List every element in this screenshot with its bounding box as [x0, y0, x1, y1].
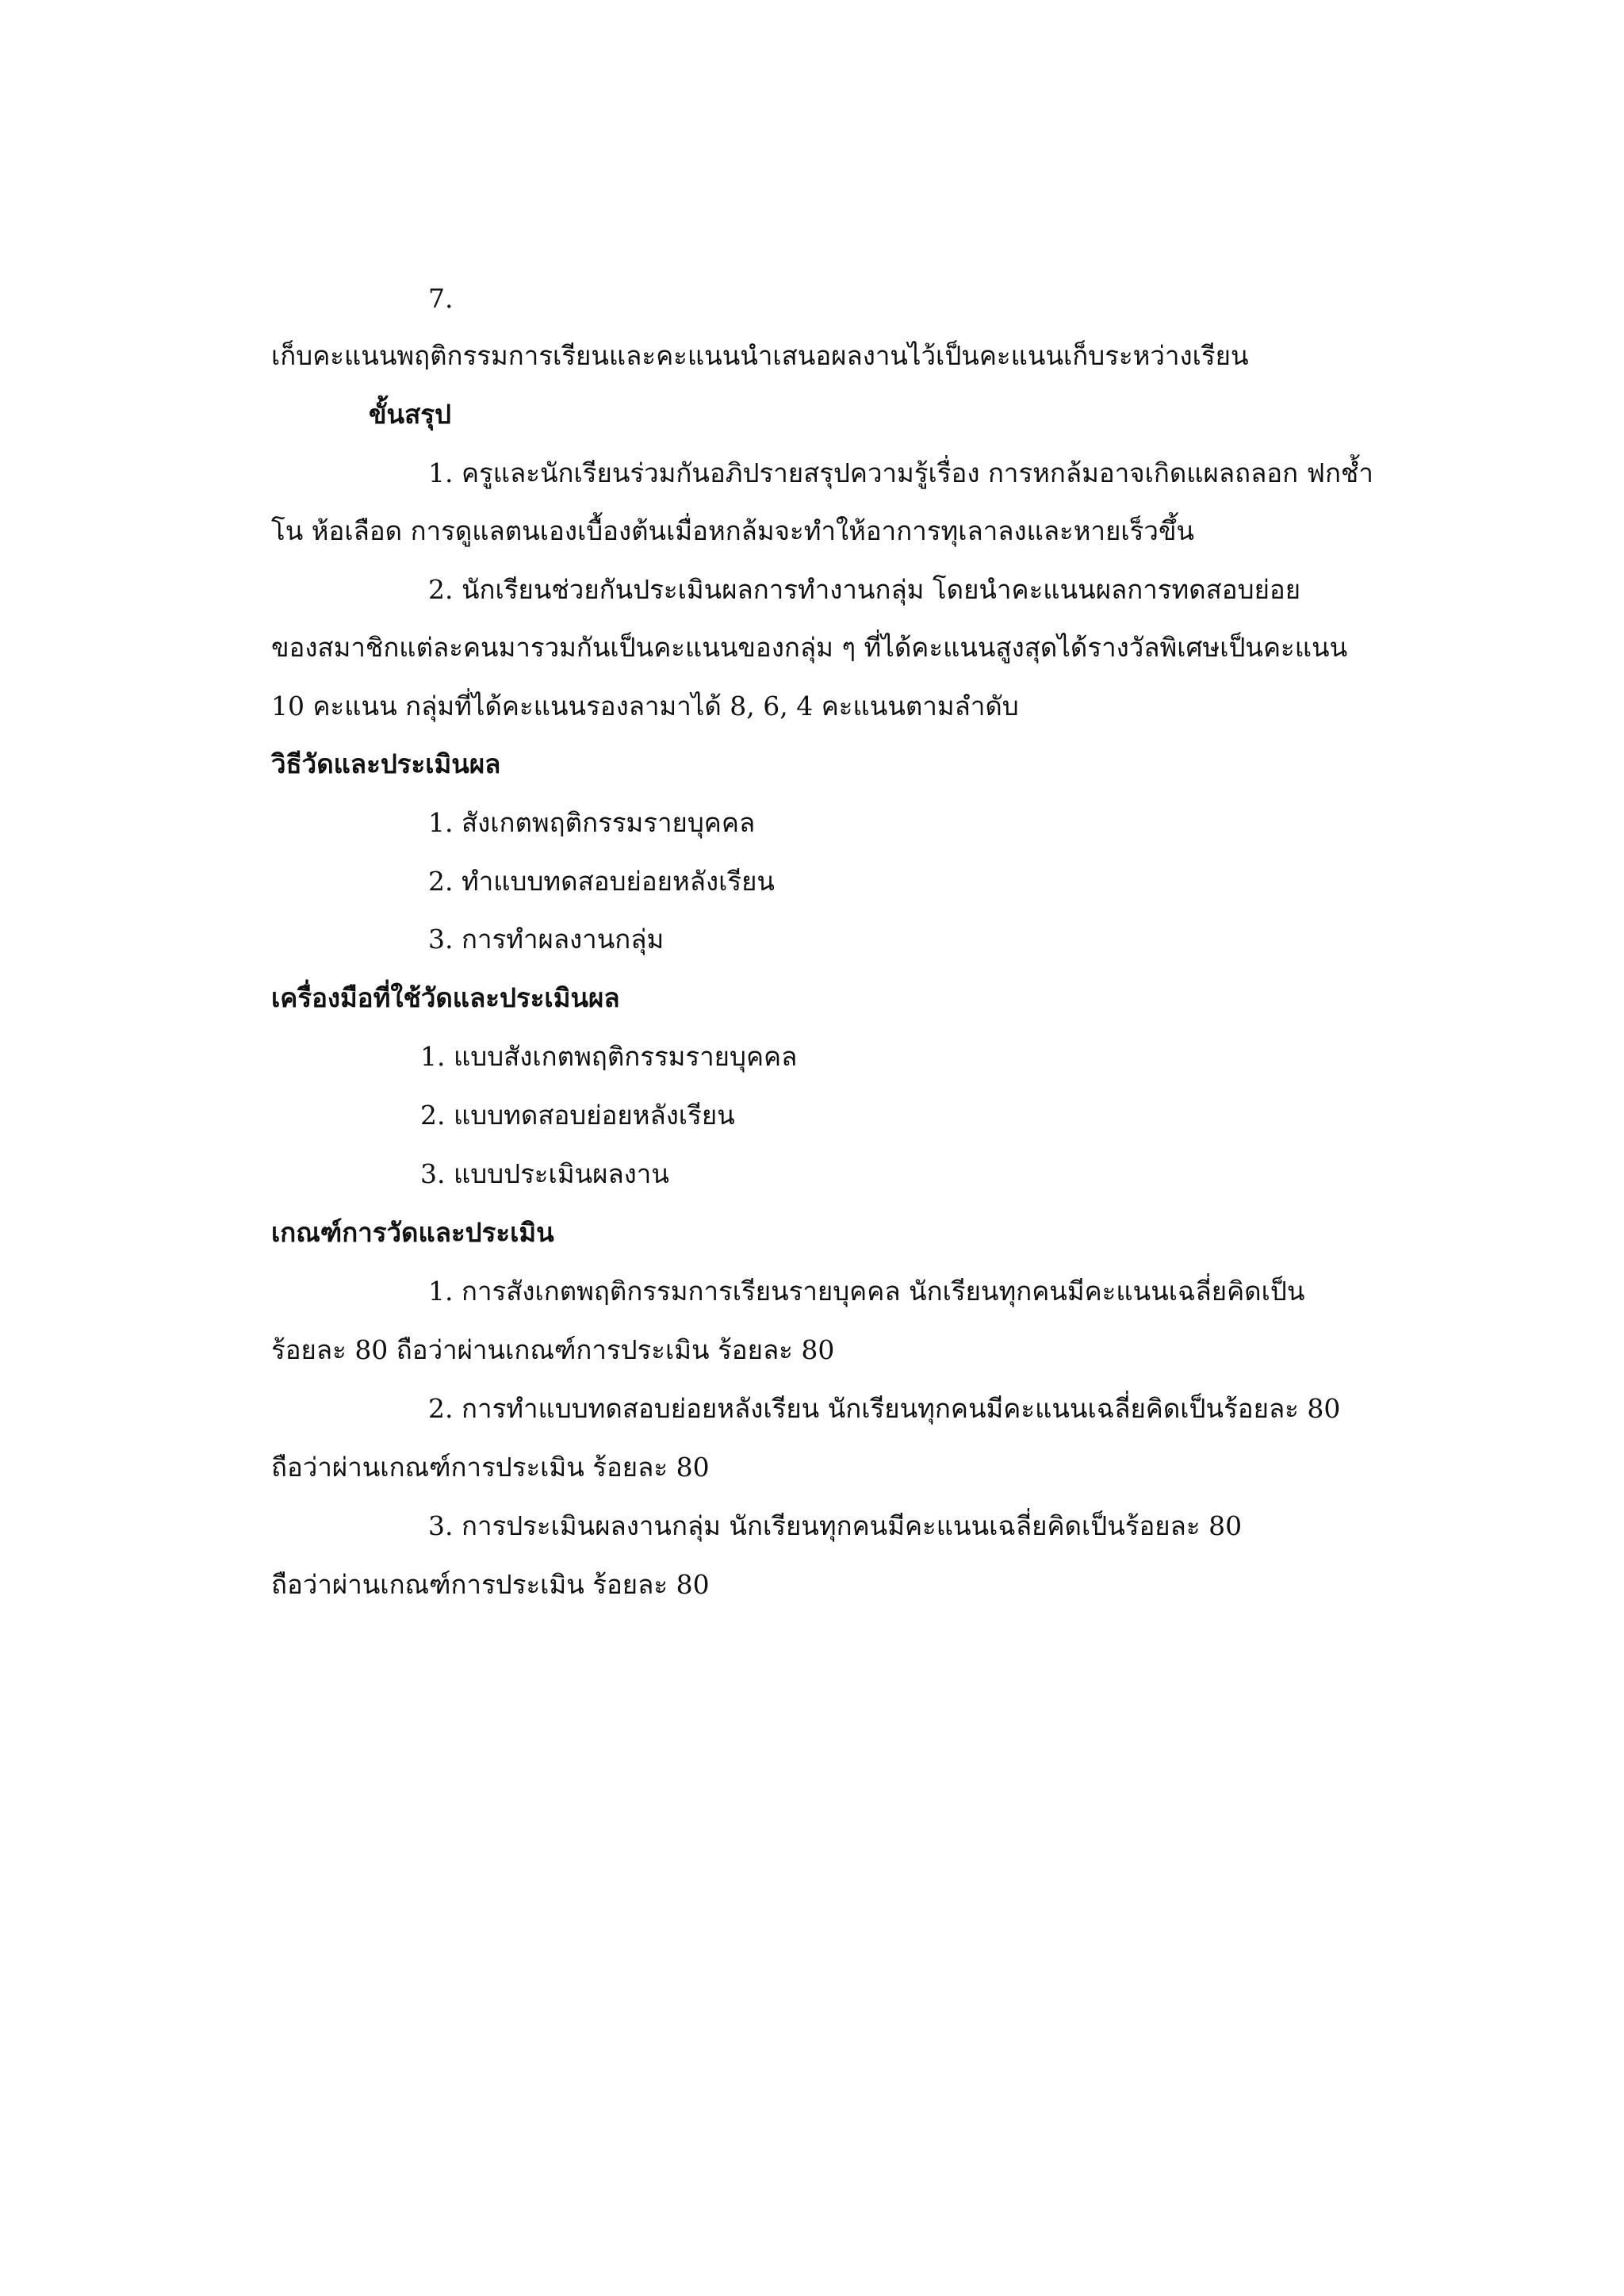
section-heading-tools: เครื่องมือที่ใช้วัดและประเมินผล: [271, 982, 620, 1013]
criteria-item-2-cont: ถือว่าผ่านเกณฑ์การประเมิน ร้อยละ 80: [271, 1452, 710, 1483]
paragraph-line: เก็บคะแนนพฤติกรรมการเรียนและคะแนนนำเสนอผลงานไว้เป็นคะแนนเก็บระหว่างเรียน: [271, 340, 1249, 371]
summary-item-1-cont: โน ห้อเลือด การดูแลตนเองเบื้องต้นเมื่อหกล้มจะทำให้อาการทุเลาลงและหายเร็วขึ้น: [271, 515, 1195, 546]
criteria-item-3-cont: ถือว่าผ่านเกณฑ์การประเมิน ร้อยละ 80: [271, 1569, 710, 1600]
section-heading-evaluation-method: วิธีวัดและประเมินผล: [271, 748, 501, 779]
criteria-item-1-cont: ร้อยละ 80 ถือว่าผ่านเกณฑ์การประเมิน ร้อยละ 80: [271, 1334, 835, 1365]
section-heading-criteria: เกณฑ์การวัดและประเมิน: [271, 1217, 554, 1248]
summary-item-2-cont: 10 คะแนน กลุ่มที่ได้คะแนนรองลามาได้ 8, 6, 4 คะแนนตามลำดับ: [271, 691, 1019, 721]
criteria-item-2: 2. การทำแบบทดสอบย่อยหลังเรียน นักเรียนทุกคนมีคะแนนเฉลี่ยคิดเป็นร้อยละ 80: [428, 1393, 1341, 1424]
method-item-2: 2. ทำแบบทดสอบย่อยหลังเรียน: [428, 866, 775, 897]
method-item-3: 3. การทำผลงานกลุ่ม: [428, 924, 665, 955]
summary-item-2-cont: ของสมาชิกแต่ละคนมารวมกันเป็นคะแนนของกลุ่ม ๆ ที่ได้คะแนนสูงสุดได้รางวัลพิเศษเป็นคะแนน: [271, 632, 1348, 663]
tool-item-1: 1. แบบสังเกตพฤติกรรมรายบุคคล: [420, 1041, 798, 1072]
criteria-item-1: 1. การสังเกตพฤติกรรมการเรียนรายบุคคล นักเรียนทุกคนมีคะแนนเฉลี่ยคิดเป็น: [428, 1276, 1305, 1307]
item-number-7: 7.: [428, 283, 454, 314]
summary-item-2: 2. นักเรียนช่วยกันประเมินผลการทำงานกลุ่ม โดยนำคะแนนผลการทดสอบย่อย: [428, 574, 1301, 605]
section-heading-summary: ขั้นสรุป: [369, 399, 451, 430]
summary-item-1: 1. ครูและนักเรียนร่วมกันอภิปรายสรุปความรู้เรื่อง การหกล้มอาจเกิดแผลถลอก ฟกช้ำ: [428, 457, 1373, 488]
tool-item-3: 3. แบบประเมินผลงาน: [420, 1158, 669, 1189]
method-item-1: 1. สังเกตพฤติกรรมรายบุคคล: [428, 807, 756, 838]
tool-item-2: 2. แบบทดสอบย่อยหลังเรียน: [420, 1100, 735, 1131]
criteria-item-3: 3. การประเมินผลงานกลุ่ม นักเรียนทุกคนมีคะแนนเฉลี่ยคิดเป็นร้อยละ 80: [428, 1510, 1243, 1541]
